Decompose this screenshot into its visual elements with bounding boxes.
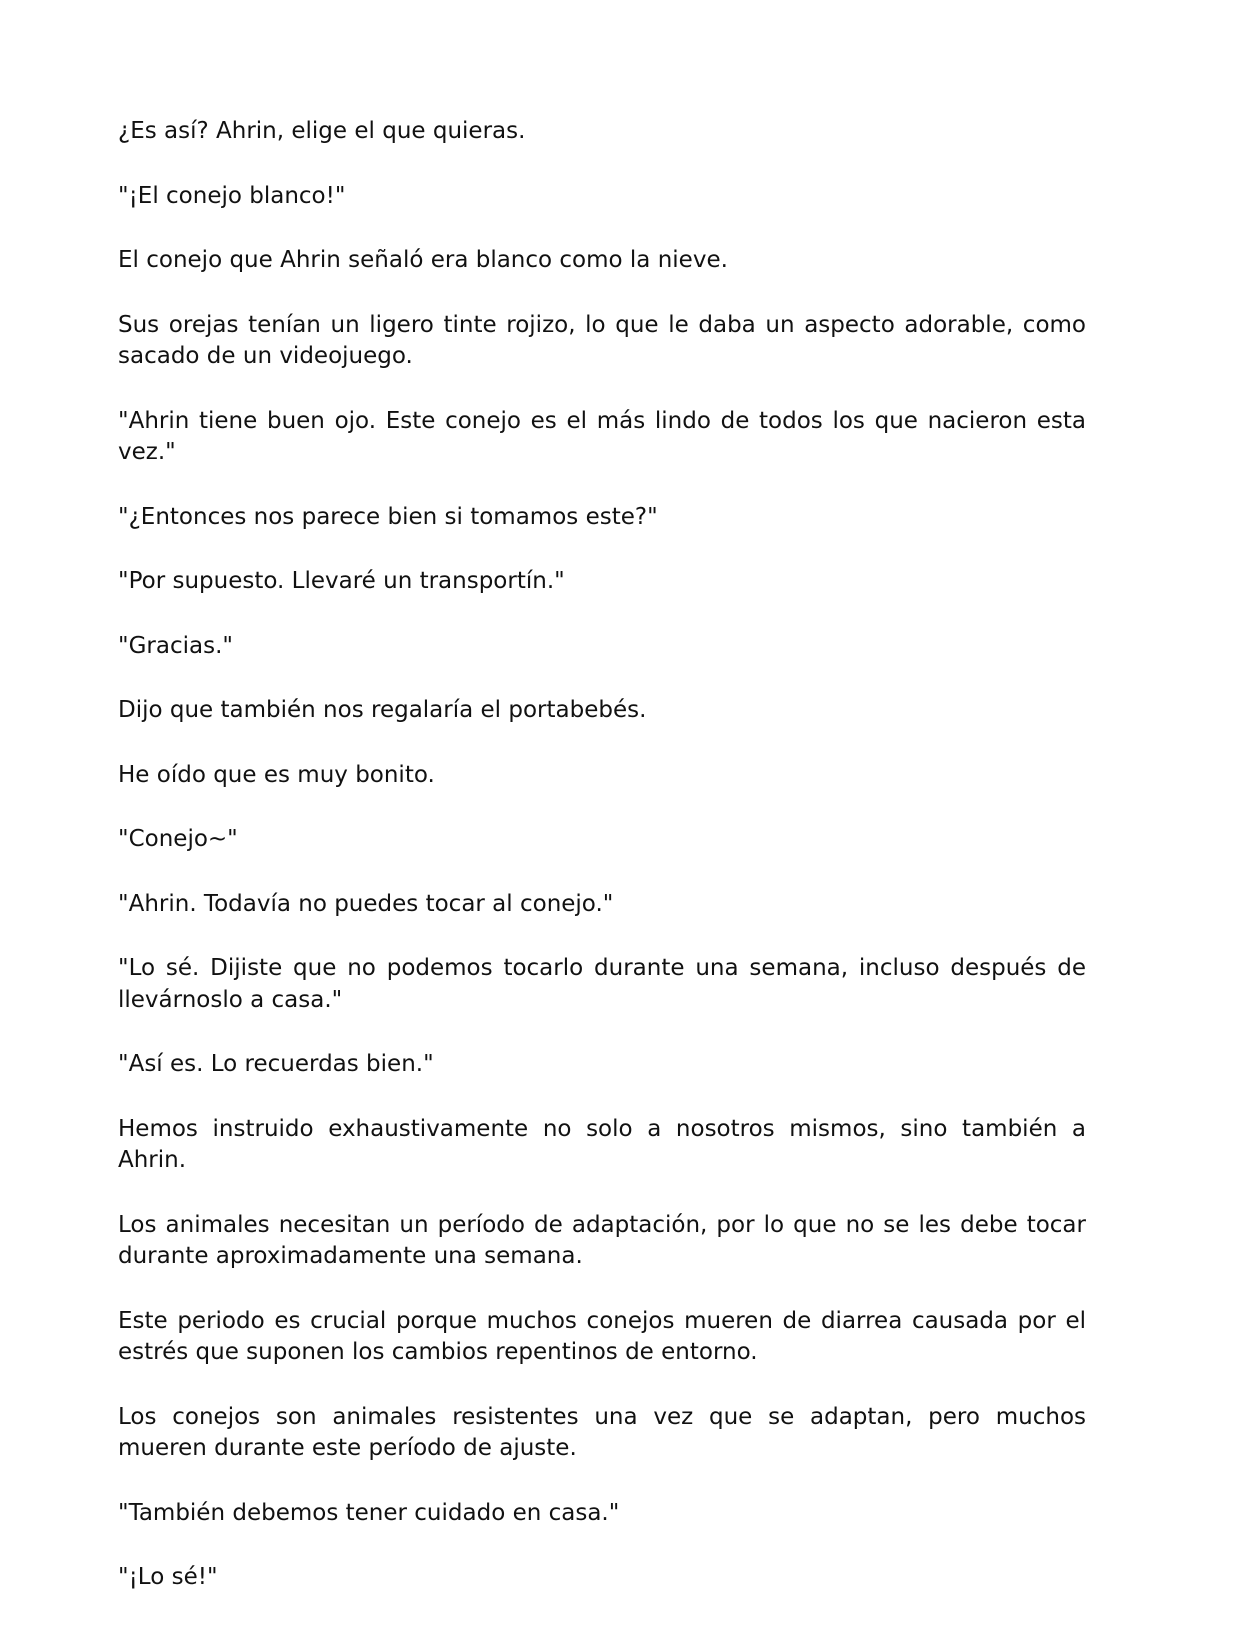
paragraph-11: "Conejo~": [118, 826, 238, 852]
paragraph-2: "¡El conejo blanco!": [118, 182, 346, 209]
paragraph-15: Hemos instruido exhaustivamente no solo a nosotros mismos, sino también a Ahrin.: [118, 1115, 1086, 1173]
paragraph-18: Los conejos son animales resistentes una vez que se adaptan, pero muchos mueren durante este período de ajuste.: [118, 1403, 1086, 1461]
paragraph-13: "Lo sé. Dijiste que no podemos tocarlo durante una semana, incluso después de llevárnoslo a casa.": [118, 955, 1086, 1013]
paragraph-14: "Así es. Lo recuerdas bien.": [118, 1051, 434, 1077]
paragraph-7: "Por supuesto. Llevaré un transportín.": [118, 568, 565, 594]
paragraph-8: "Gracias.": [118, 632, 233, 659]
paragraph-16: Los animales necesitan un período de adaptación, por lo que no se les debe tocar durante aproximadamente una semana.: [118, 1211, 1086, 1269]
paragraph-1: ¿Es así? Ahrin, elige el que quieras.: [118, 118, 526, 144]
paragraph-19: "También debemos tener cuidado en casa.": [118, 1499, 620, 1526]
paragraph-20: "¡Lo sé!": [118, 1564, 218, 1590]
paragraph-3: El conejo que Ahrin señaló era blanco como la nieve.: [118, 247, 728, 273]
paragraph-10: He oído que es muy bonito.: [118, 761, 435, 788]
paragraph-17: Este periodo es crucial porque muchos conejos mueren de diarrea causada por el estrés que suponen los cambios repentinos de entorno.: [118, 1307, 1086, 1365]
paragraph-5: "Ahrin tiene buen ojo. Este conejo es el más lindo de todos los que nacieron esta vez.": [118, 407, 1086, 465]
paragraph-4: Sus orejas tenían un ligero tinte rojizo, lo que le daba un aspecto adorable, como sacado de un videojuego.: [118, 311, 1086, 369]
paragraph-9: Dijo que también nos regalaría el portabebés.: [118, 697, 647, 723]
paragraph-12: "Ahrin. Todavía no puedes tocar al conejo.": [118, 890, 614, 917]
document-body: [118, 116, 1086, 1627]
paragraph-6: "¿Entonces nos parece bien si tomamos este?": [118, 503, 658, 530]
